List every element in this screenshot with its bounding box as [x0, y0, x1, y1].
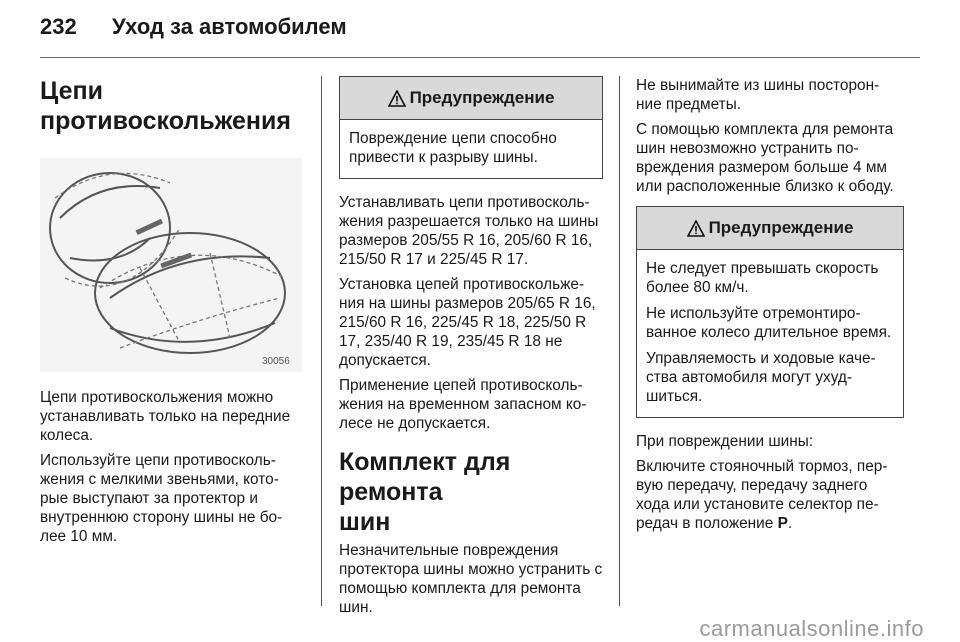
warning-triangle-icon: [687, 220, 705, 237]
snow-chains-illustration: [40, 158, 302, 372]
warning-header: [637, 207, 903, 250]
column-divider-1: [321, 76, 322, 606]
column-divider-2: [619, 76, 620, 606]
column-1: [40, 76, 306, 552]
section-heading-snow-chains: Цепи противоскольжения: [40, 77, 291, 135]
section-heading-repair-kit: Комплект для ремонта шин: [339, 448, 511, 536]
watermark: carmanualsonline.info: [699, 616, 924, 641]
warning-title: Предупреждение: [409, 88, 555, 107]
warning-box: [339, 76, 603, 179]
paragraph: Применение цепей противосколь-жения на временном запасном ко-лесе не допускается.: [339, 377, 587, 432]
chapter-title: Уход за автомобилем: [112, 14, 347, 39]
column-3: [636, 76, 904, 539]
warning-box: [636, 206, 904, 418]
header-divider: [40, 57, 920, 58]
gear-position-p: P: [777, 515, 788, 532]
warning-text: Повреждение цепи способно привести к разрыву шины.: [349, 130, 557, 166]
paragraph: При повреждении шины:: [636, 433, 814, 450]
paragraph: Цепи противоскольжения можно устанавливать только на передние колеса.: [40, 389, 291, 444]
paragraph: Незначительные повреждения протектора шины можно устранить с помощью комплекта для ремонта шин.: [339, 542, 603, 616]
warning-triangle-icon: [388, 90, 406, 107]
warning-text: Не следует превышать скорость более 80 км/ч.: [646, 260, 879, 296]
column-2: [339, 76, 603, 623]
warning-header: [340, 77, 602, 120]
paragraph: Установка цепей противоскольже-ния на шины размеров 205/65 R 16, 215/60 R 16, 225/45 R 18, 225/50 R 17, 235/40 R 19, 235/45 R 18 не допускается.: [339, 276, 596, 369]
paragraph: Включите стояночный тормоз, пер-вую передачу, передачу заднего хода или установите селектор пе-редач в положение P.: [636, 458, 888, 532]
paragraph: Устанавливать цепи противосколь-жения разрешается только на шины размеров 205/55 R 16, 205/60 R 16, 215/50 R 17 и 225/45 R 17.: [339, 194, 599, 268]
paragraph: Не вынимайте из шины посторон-ние предметы.: [636, 77, 880, 113]
figure-number: 30056: [262, 356, 290, 367]
warning-text: Не используйте отремонтиро-ванное колесо длительное время.: [646, 305, 892, 341]
page-number: 232: [40, 14, 77, 39]
paragraph: С помощью комплекта для ремонта шин невозможно устранить по-вреждения размером больше 4 мм или расположенные близко к ободу.: [636, 121, 894, 195]
page-header: [40, 14, 920, 44]
warning-text: Управляемость и ходовые каче-ства автомобиля могут ухуд-шиться.: [646, 350, 876, 405]
warning-title: Предупреждение: [708, 218, 854, 237]
paragraph: Используйте цепи противосколь-жения с мелкими звеньями, кото-рые выступают за протектор и внутреннюю сторону шины не бо-лее 10 мм.: [40, 452, 283, 545]
